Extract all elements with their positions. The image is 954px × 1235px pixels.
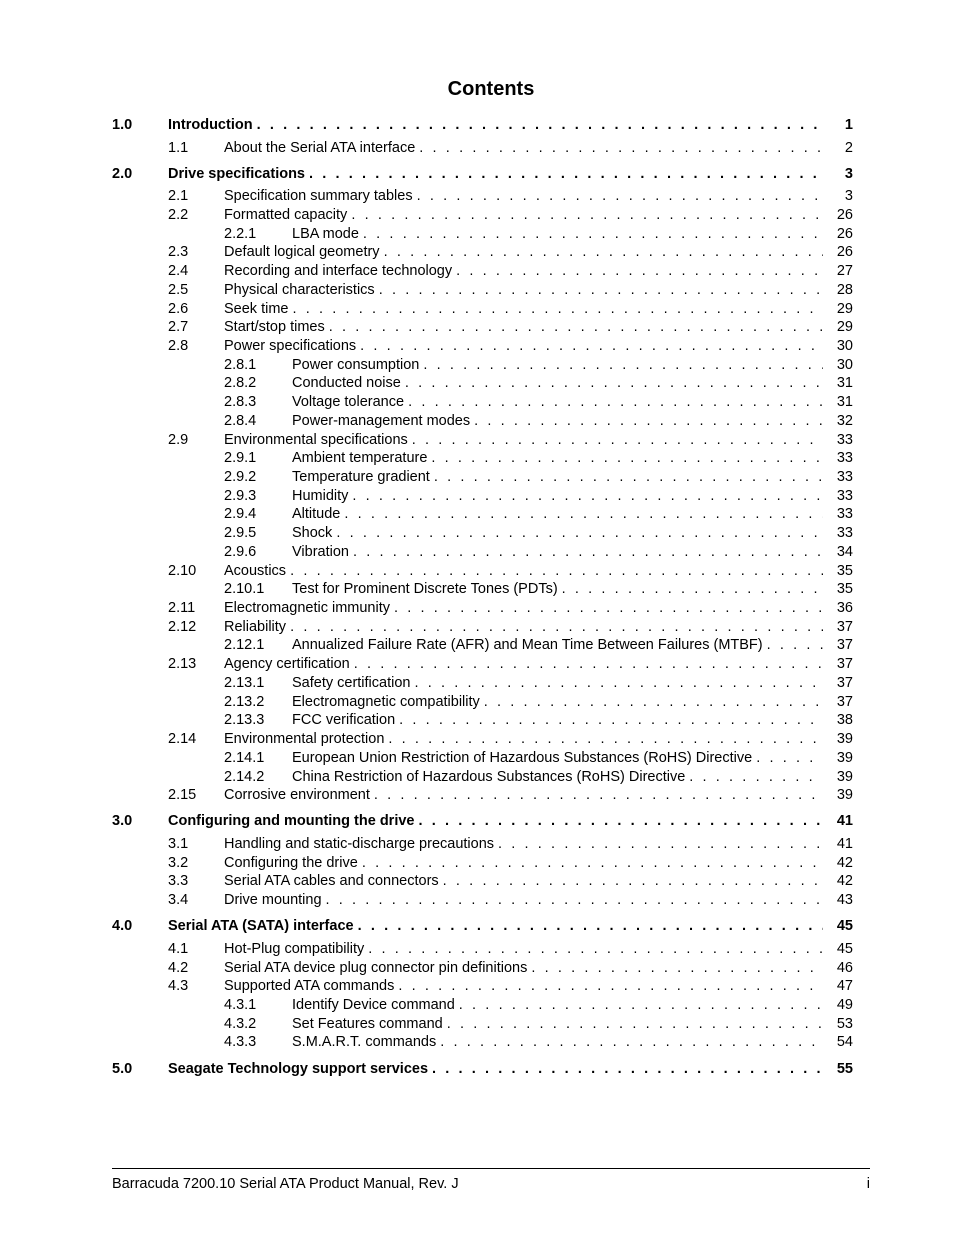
toc-entry-page-number: 47 [836,978,853,995]
toc-entry-page-number: 46 [836,959,853,976]
dot-leader [362,854,823,872]
toc-entry-title: Ambient temperature [292,450,428,467]
toc-entry-title: Formatted capacity [224,206,348,223]
toc-entry-number: 2.11 [168,600,196,616]
toc-entry-page-number: 33 [836,506,853,523]
toc-entry-number: 3.2 [168,854,189,871]
toc-entry-title: Configuring the drive [224,854,358,871]
toc-entry-title: Environmental specifications [224,431,408,448]
dot-leader [459,996,823,1014]
toc-entry-number: 2.0 [112,165,133,182]
toc-entry-number: 1.0 [112,117,133,133]
dot-leader [399,711,823,729]
toc-entry-page-number: 28 [836,281,853,298]
dot-leader [456,262,823,280]
toc-entry-title: Identify Device command [292,996,455,1013]
toc-entry-number: 3.3 [168,873,189,890]
toc-entry[interactable] [224,356,853,374]
toc-entry-number: 2.12 [168,618,197,635]
toc-entry-title: FCC verification [292,712,396,729]
dot-leader [562,580,823,598]
toc-entry[interactable] [224,449,853,467]
dot-leader [363,225,823,243]
dot-leader [398,977,823,995]
toc-entry-title: Physical characteristics [224,281,375,298]
dot-leader [353,543,823,561]
toc-entry-title: Voltage tolerance [292,394,405,411]
toc-entry-page-number: 36 [836,600,853,616]
toc-entry[interactable] [168,835,853,853]
toc-entry-page-number: 41 [836,813,853,830]
toc-entry-page-number: 37 [836,618,853,635]
toc-entry-page-number: 30 [836,337,853,354]
toc-entry-title: Specification summary tables [224,188,413,205]
dot-leader [344,505,823,523]
toc-entry-title: Default logical geometry [224,244,380,261]
toc-entry-page-number: 26 [836,206,853,223]
toc-entry-title: Safety certification [292,674,411,691]
toc-entry[interactable] [168,891,853,909]
toc-entry-title: China Restriction of Hazardous Substances (RoHS) Directive [292,768,686,785]
toc-entry-page-number: 39 [836,731,853,747]
toc-entry-title: Power consumption [292,356,420,373]
toc-entry-number: 2.8.4 [224,412,257,429]
toc-entry[interactable] [224,1015,853,1033]
toc-entry-page-number: 39 [836,787,853,804]
dot-leader [405,374,823,392]
toc-entry-title: Shock [292,525,333,542]
toc-entry[interactable] [168,281,853,299]
dot-leader [384,243,823,261]
toc-entry-title: LBA mode [292,225,359,242]
toc-entry[interactable] [224,468,853,486]
toc-entry-number: 3.0 [112,813,133,830]
footer-divider [112,1168,870,1169]
dot-leader [374,786,823,804]
toc-entry-number: 2.14 [168,731,197,747]
toc-entry[interactable] [224,374,853,392]
footer-document-title: Barracuda 7200.10 Serial ATA Product Manual, Rev. J [112,1176,459,1192]
dot-leader [358,917,823,935]
toc-entry-number: 4.3.3 [224,1034,257,1051]
toc-entry[interactable] [168,243,853,261]
dot-leader [443,872,823,890]
toc-entry-page-number: 54 [836,1034,853,1051]
toc-entry-number: 2.5 [168,281,189,298]
toc-entry-number: 2.14.1 [224,749,265,766]
toc-entry[interactable] [168,599,853,617]
toc-entry-page-number: 33 [836,450,853,467]
dot-leader [290,618,823,636]
dot-leader [498,835,823,853]
toc-entry-page-number: 31 [836,375,853,392]
toc-entry-title: Annualized Failure Rate (AFR) and Mean Time Between Failures (MTBF) [292,637,763,654]
toc-entry[interactable] [168,431,853,449]
toc-entry-title: Configuring and mounting the drive [168,813,415,830]
toc-entry-page-number: 39 [836,749,853,766]
dot-leader [767,636,823,654]
toc-entry-number: 2.8 [168,337,189,354]
toc-entry[interactable] [168,300,853,318]
toc-entry-number: 2.9.3 [224,487,257,504]
toc-entry[interactable] [168,854,853,872]
toc-entry-title: Electromagnetic compatibility [292,693,480,710]
toc-entry-page-number: 33 [836,487,853,504]
toc-entry-title: Handling and static-discharge precautions [224,835,495,852]
toc-entry-number: 2.4 [168,263,189,279]
toc-entry[interactable] [168,786,853,804]
toc-entry-page-number: 37 [836,674,853,691]
toc-entry[interactable] [168,318,853,336]
toc-entry-number: 2.9 [168,431,189,448]
dot-leader [419,139,823,157]
toc-entry[interactable] [224,693,853,711]
toc-entry[interactable] [168,262,853,280]
toc-entry-number: 1.1 [168,139,189,156]
toc-entry-page-number: 37 [836,637,853,654]
toc-entry-title: Supported ATA commands [224,978,395,995]
dot-leader [440,1033,823,1051]
dot-leader [336,524,823,542]
toc-entry-page-number: 30 [836,356,853,373]
dot-leader [418,812,823,830]
toc-entry-number: 3.1 [168,835,189,852]
toc-entry-page-number: 55 [836,1060,853,1077]
toc-entry-number: 4.1 [168,940,189,957]
toc-entry[interactable] [168,337,853,355]
toc-entry-page-number: 35 [836,562,853,579]
dot-leader [351,206,823,224]
toc-entry-page-number: 29 [836,300,853,317]
toc-entry-title: Environmental protection [224,731,385,747]
toc-entry-number: 2.9.1 [224,450,257,467]
toc-entry-page-number: 26 [836,225,853,242]
toc-entry-number: 2.1 [168,188,189,205]
toc-entry[interactable] [224,711,853,729]
toc-entry-number: 4.3.2 [224,1015,257,1032]
toc-entry[interactable] [112,1060,853,1078]
dot-leader [531,959,823,977]
toc-entry-title: Set Features command [292,1015,443,1032]
toc-entry-page-number: 2 [844,139,853,156]
toc-entry-page-number: 33 [836,525,853,542]
toc-entry-page-number: 41 [836,835,853,852]
toc-entry-number: 4.3.1 [224,996,257,1013]
toc-entry-title: Conducted noise [292,375,401,392]
toc-entry[interactable] [224,524,853,542]
toc-entry-number: 2.13.1 [224,674,265,691]
toc-entry-title: Recording and interface technology [224,263,453,279]
toc-entry-page-number: 33 [836,431,853,448]
footer-page-number: i [866,1176,870,1192]
dot-leader [689,768,823,786]
toc-entry-title: Seek time [224,300,289,317]
toc-entry-number: 2.8.3 [224,394,257,411]
toc-entry[interactable] [168,187,853,205]
dot-leader [329,318,823,336]
toc-entry-title: S.M.A.R.T. commands [292,1034,437,1051]
dot-leader [431,449,823,467]
dot-leader [388,730,823,748]
toc-entry-page-number: 34 [836,543,853,560]
toc-entry-title: Electromagnetic immunity [224,600,390,616]
toc-entry[interactable] [112,917,853,935]
dot-leader [434,468,823,486]
dot-leader [412,431,823,449]
toc-entry[interactable] [112,116,853,134]
toc-entry-number: 2.7 [168,319,189,336]
toc-entry-number: 2.14.2 [224,768,265,785]
dot-leader [474,412,823,430]
toc-entry-page-number: 33 [836,469,853,485]
toc-entry-page-number: 31 [836,394,853,411]
toc-entry[interactable] [168,730,853,748]
toc-entry-number: 2.3 [168,244,189,261]
toc-entry-title: Agency certification [224,656,350,673]
dot-leader [354,655,823,673]
dot-leader [423,356,823,374]
dot-leader [484,693,823,711]
toc-entry-number: 5.0 [112,1060,133,1077]
toc-entry-title: Introduction [168,117,253,133]
toc-entry-page-number: 42 [836,873,853,890]
toc-entry-page-number: 26 [836,244,853,261]
toc-entry-number: 2.13 [168,656,197,673]
toc-entry-title: Serial ATA cables and connectors [224,873,439,890]
toc-entry-page-number: 32 [836,412,853,429]
toc-entry-number: 2.12.1 [224,637,265,654]
toc-entry-page-number: 38 [836,712,853,729]
toc-entry[interactable] [224,1033,853,1051]
toc-entry-page-number: 29 [836,319,853,336]
toc-entry[interactable] [224,996,853,1014]
toc-entry[interactable] [112,812,853,830]
toc-entry-number: 2.6 [168,300,189,317]
dot-leader [756,749,823,767]
dot-leader [447,1015,823,1033]
toc-entry[interactable] [224,543,853,561]
toc-entry[interactable] [168,206,853,224]
toc-entry-title: Seagate Technology support services [168,1060,429,1077]
toc-entry-title: Humidity [292,487,349,504]
toc-entry-page-number: 27 [836,263,853,279]
toc-entry-title: Corrosive environment [224,787,370,804]
toc-entry-title: Power-management modes [292,412,471,429]
dot-leader [408,393,823,411]
toc-entry-page-number: 43 [836,892,853,909]
dot-leader [360,337,823,355]
toc-entry-number: 4.3 [168,978,189,995]
toc-entry-number: 2.13.3 [224,712,265,729]
toc-entry-page-number: 45 [836,940,853,957]
toc-entry[interactable] [224,412,853,430]
toc-entry-title: Test for Prominent Discrete Tones (PDTs) [292,581,558,598]
toc-entry[interactable] [224,674,853,692]
toc-entry[interactable] [168,618,853,636]
toc-entry-title: Power specifications [224,337,357,354]
toc-entry-title: Reliability [224,618,287,635]
dot-leader [414,674,823,692]
toc-entry-number: 2.2 [168,206,189,223]
toc-entry-page-number: 37 [836,693,853,710]
toc-entry-page-number: 35 [836,581,853,598]
dot-leader [352,487,823,505]
toc-entry[interactable] [168,139,853,157]
toc-entry-title: Altitude [292,506,341,523]
toc-entry[interactable] [224,505,853,523]
toc-entry[interactable] [224,636,853,654]
toc-entry[interactable] [224,393,853,411]
toc-entry-title: Drive specifications [168,165,305,182]
toc-entry-title: About the Serial ATA interface [224,139,416,156]
toc-entry-number: 2.10 [168,562,197,579]
toc-entry[interactable] [224,768,853,786]
dot-leader [292,300,823,318]
toc-entry-title: Hot-Plug compatibility [224,940,365,957]
toc-entry-title: Temperature gradient [292,469,430,485]
toc-entry-title: Vibration [292,543,349,560]
toc-entry-title: Drive mounting [224,892,322,909]
toc-entry-number: 2.15 [168,787,197,804]
dot-leader [368,940,823,958]
toc-entry-page-number: 3 [844,165,853,182]
toc-entry-title: Acoustics [224,562,287,579]
toc-entry[interactable] [168,655,853,673]
toc-entry-number: 2.13.2 [224,693,265,710]
toc-entry-number: 2.2.1 [224,225,257,242]
toc-entry-page-number: 53 [836,1015,853,1032]
toc-entry-page-number: 1 [844,117,853,133]
toc-entry-page-number: 39 [836,768,853,785]
toc-entry[interactable] [168,872,853,890]
toc-entry-number: 2.8.2 [224,375,257,392]
toc-entry[interactable] [112,165,853,183]
toc-entry[interactable] [224,487,853,505]
toc-entry[interactable] [168,562,853,580]
toc-entry-page-number: 45 [836,918,853,935]
toc-entry-title: European Union Restriction of Hazardous Substances (RoHS) Directive [292,749,753,766]
toc-entry-title: Start/stop times [224,319,325,336]
page-title: Contents [447,78,535,100]
dot-leader [432,1060,823,1078]
toc-entry[interactable] [168,959,853,977]
toc-entry-page-number: 49 [836,996,853,1013]
toc-entry[interactable] [224,749,853,767]
toc-entry[interactable] [224,225,853,243]
toc-entry-number: 2.9.6 [224,543,257,560]
toc-entry-page-number: 3 [844,188,853,205]
toc-entry-number: 2.9.2 [224,469,257,485]
toc-entry-number: 2.9.5 [224,525,257,542]
dot-leader [257,116,823,134]
dot-leader [394,599,823,617]
toc-entry-number: 2.9.4 [224,506,257,523]
dot-leader [290,562,823,580]
toc-entry-page-number: 42 [836,854,853,871]
toc-entry-number: 3.4 [168,892,189,909]
toc-entry-page-number: 37 [836,656,853,673]
dot-leader [417,187,823,205]
toc-entry-number: 2.8.1 [224,356,257,373]
toc-entry[interactable] [168,940,853,958]
toc-entry[interactable] [168,977,853,995]
dot-leader [326,891,823,909]
toc-entry[interactable] [224,580,853,598]
dot-leader [379,281,823,299]
toc-entry-number: 2.10.1 [224,581,265,598]
toc-entry-title: Serial ATA (SATA) interface [168,918,354,935]
toc-entry-number: 4.0 [112,918,133,935]
dot-leader [309,165,823,183]
toc-entry-title: Serial ATA device plug connector pin definitions [224,959,528,976]
toc-entry-number: 4.2 [168,959,189,976]
